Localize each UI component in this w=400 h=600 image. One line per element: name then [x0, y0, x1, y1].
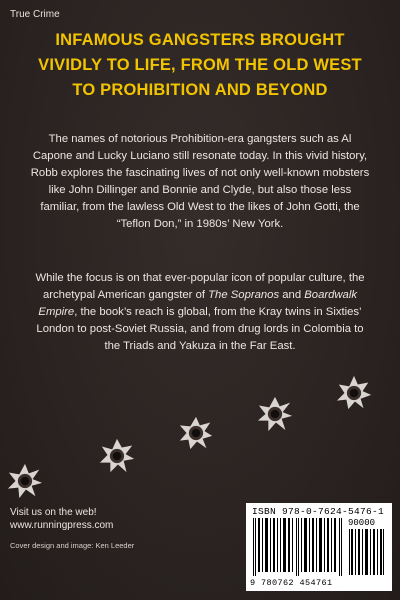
cover-credit: Cover design and image: Ken Leeder — [10, 541, 135, 550]
headline-line-3: TO PROHIBITION AND BEYOND — [72, 81, 328, 99]
bullet-hole-icon — [177, 414, 215, 452]
headline — [18, 28, 382, 103]
headline-line-1: INFAMOUS GANGSTERS BROUGHT — [55, 31, 345, 49]
blurb-text-b: and — [279, 289, 305, 301]
bullet-hole-icon — [6, 462, 44, 500]
price-addon-bars — [348, 529, 386, 575]
isbn-number: ISBN 978-0-7624-5476-1 — [252, 506, 385, 517]
bullet-hole-icon — [256, 395, 294, 433]
bullet-hole-icon — [98, 437, 136, 475]
title-boardwalk-empire: Boardwalk Empire — [38, 289, 357, 318]
genre-label: True Crime — [10, 9, 60, 20]
blurb-text-a: While the focus is on that ever-popular icon of popular culture, the archetypal American gangster of — [35, 272, 365, 301]
blurb-paragraph-2 — [30, 270, 370, 355]
visit-label: Visit us on the web! — [10, 507, 97, 518]
blurb-text-c: , the book’s reach is global, from the Kray twins in Sixties’ London to post-Soviet Russia, and from drug lords in Colombia to the Triads and Yakuza in the Far East. — [36, 306, 364, 352]
headline-line-2: VIVIDLY TO LIFE, FROM THE OLD WEST — [38, 56, 362, 74]
title-sopranos: The Sopranos — [208, 289, 280, 301]
isbn-barcode — [246, 503, 392, 591]
ean-barcode-bars — [252, 518, 344, 576]
bullet-hole-icon — [335, 374, 373, 412]
ean-number: 9 780762 454761 — [250, 578, 333, 588]
publisher-website-link[interactable]: www.runningpress.com — [10, 520, 114, 531]
blurb-paragraph-1: The names of notorious Prohibition-era gangsters such as Al Capone and Lucky Luciano still resonate today. In this vivid history, Robb explores the fascinating lives of not only well-known mobsters like John Dillinger and Bonnie and Clyde, but also those less familiar, from the lawless Old West to the likes of John Gotti, the “Teflon Don,” in 1980s’ New York. — [30, 133, 370, 230]
publisher-web-info — [10, 506, 113, 532]
price-code: 90000 — [348, 518, 376, 528]
